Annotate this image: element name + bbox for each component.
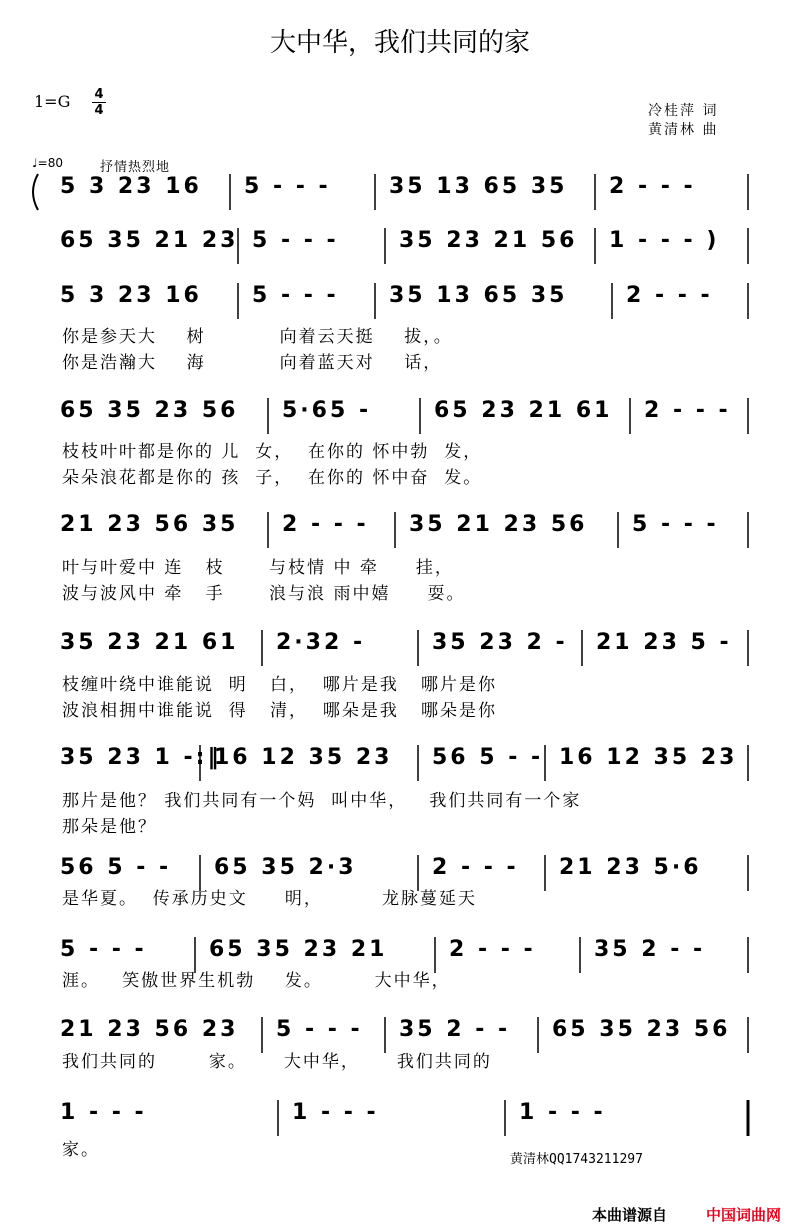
measure: 5 - - - [60, 937, 147, 962]
lyric-line-1: 是华夏。 传承历史文 明， 龙脉蔓延天 [62, 889, 478, 909]
measure: 5 - - - [632, 512, 719, 537]
measure: 2·32 - [276, 630, 366, 655]
measure: 5 - - - [252, 283, 339, 308]
measure: 35 23 21 61 [60, 630, 239, 655]
measure: 5·65 - [282, 398, 372, 423]
barlines [0, 745, 800, 785]
barlines [0, 1100, 800, 1140]
measure: 1 - - - ) [609, 228, 720, 253]
measure: 56 5 - - [60, 855, 172, 880]
measure: 1 - - - [292, 1100, 379, 1125]
lyric-line-1: 那片是他？ 我们共同有一个妈 叫中华， 我们共同有一个家 [62, 791, 582, 811]
barlines [0, 283, 800, 323]
intro-open-paren [33, 174, 38, 210]
lyric-line-1: 你是参天大 树 向着云天挺 拔，。 [62, 327, 453, 347]
measure: 16 12 35 23 [559, 745, 738, 770]
measure: 35 2 - - [594, 937, 706, 962]
lyric-line-1: 家。 [62, 1140, 100, 1160]
measure: 21 23 56 23 [60, 1017, 239, 1042]
lyric-line-1: 枝缠叶绕中谁能说 明 白， 哪片是我 哪片是你 [62, 675, 498, 695]
measure: 1 - - - [519, 1100, 606, 1125]
lyric-line-2: 那朵是他？ [62, 817, 157, 837]
score-line [0, 398, 800, 438]
measure: 21 23 5·6 [559, 855, 702, 880]
measure: 65 35 23 21 [209, 937, 388, 962]
composer-credit: 黄清林 曲 [648, 122, 719, 138]
measure: 35 23 1 -:‖ [60, 745, 222, 770]
measure: 21 23 56 35 [60, 512, 239, 537]
measure: 65 35 21 23 [60, 228, 239, 253]
measure: 2 - - - [626, 283, 713, 308]
lyric-line-1: 叶与叶爱中 连 枝 与枝情 中 牵 挂， [62, 558, 454, 578]
measure: 1 - - - [60, 1100, 147, 1125]
meter-bottom: 4 [94, 103, 104, 118]
lyric-line-2: 朵朵浪花都是你的 孩 子， 在你的 怀中奋 发。 [62, 468, 483, 488]
expression-mark: 抒情热烈地 [100, 160, 171, 175]
measure: 2 - - - [609, 174, 696, 199]
measure: 35 23 2 - [432, 630, 568, 655]
barlines [0, 630, 800, 670]
barlines [0, 512, 800, 552]
measure: 65 23 21 61 [434, 398, 613, 423]
measure: 56 5 - - [432, 745, 544, 770]
meter-top: 4 [94, 87, 104, 102]
lyric-line-1: 我们共同的 家。 大中华， 我们共同的 [62, 1052, 492, 1072]
measure: 2 - - - [282, 512, 369, 537]
lyricist-credit: 冷桂萍 词 [648, 103, 719, 119]
measure: 35 21 23 56 [409, 512, 588, 537]
score-line [0, 745, 800, 785]
lyric-line-1: 枝枝叶叶都是你的 儿 女， 在你的 怀中勃 发， [62, 442, 483, 462]
footer-site: 中国词曲网 [706, 1206, 782, 1224]
measure: 2 - - - [432, 855, 519, 880]
lyric-line-2: 你是浩瀚大 海 向着蓝天对 话， [62, 353, 443, 373]
score-line [0, 630, 800, 670]
score-line [0, 512, 800, 552]
measure: 21 23 5 - [596, 630, 732, 655]
score-line [0, 1100, 800, 1140]
measure: 35 13 65 35 [389, 174, 568, 199]
measure: 65 35 23 56 [60, 398, 239, 423]
key-signature: 1=G [34, 92, 71, 111]
measure: 35 2 - - [399, 1017, 511, 1042]
time-signature [92, 88, 106, 117]
measure: 5 - - - [252, 228, 339, 253]
tempo-mark: ♩=80 [32, 156, 63, 170]
measure: 65 35 23 56 [552, 1017, 731, 1042]
footer-source-label: 本曲谱源自 [592, 1206, 668, 1224]
measure: 2 - - - [449, 937, 536, 962]
measure: 16 12 35 23 [214, 745, 393, 770]
score-line [0, 174, 800, 214]
lyric-line-2: 波浪相拥中谁能说 得 清， 哪朵是我 哪朵是你 [62, 701, 498, 721]
score-line [0, 283, 800, 323]
measure: 5 3 23 16 [60, 283, 202, 308]
measure: 35 23 21 56 [399, 228, 578, 253]
measure: 5 - - - [276, 1017, 363, 1042]
measure: 65 35 2·3 [214, 855, 357, 880]
barlines [0, 174, 800, 214]
lyric-line-2: 波与波风中 牵 手 浪与浪 雨中嬉 耍。 [62, 584, 466, 604]
score-line [0, 228, 800, 268]
measure: 2 - - - [644, 398, 731, 423]
watermark: 黄清林QQ1743211297 [510, 1152, 643, 1167]
measure: 5 3 23 16 [60, 174, 202, 199]
barlines [0, 228, 800, 268]
measure: 5 - - - [244, 174, 331, 199]
lyric-line-1: 涯。 笑傲世界生机勃 发。 大中华， [62, 971, 451, 991]
barlines [0, 398, 800, 438]
page-title: 大中华，我们共同的家 [269, 28, 530, 58]
measure: 35 13 65 35 [389, 283, 568, 308]
